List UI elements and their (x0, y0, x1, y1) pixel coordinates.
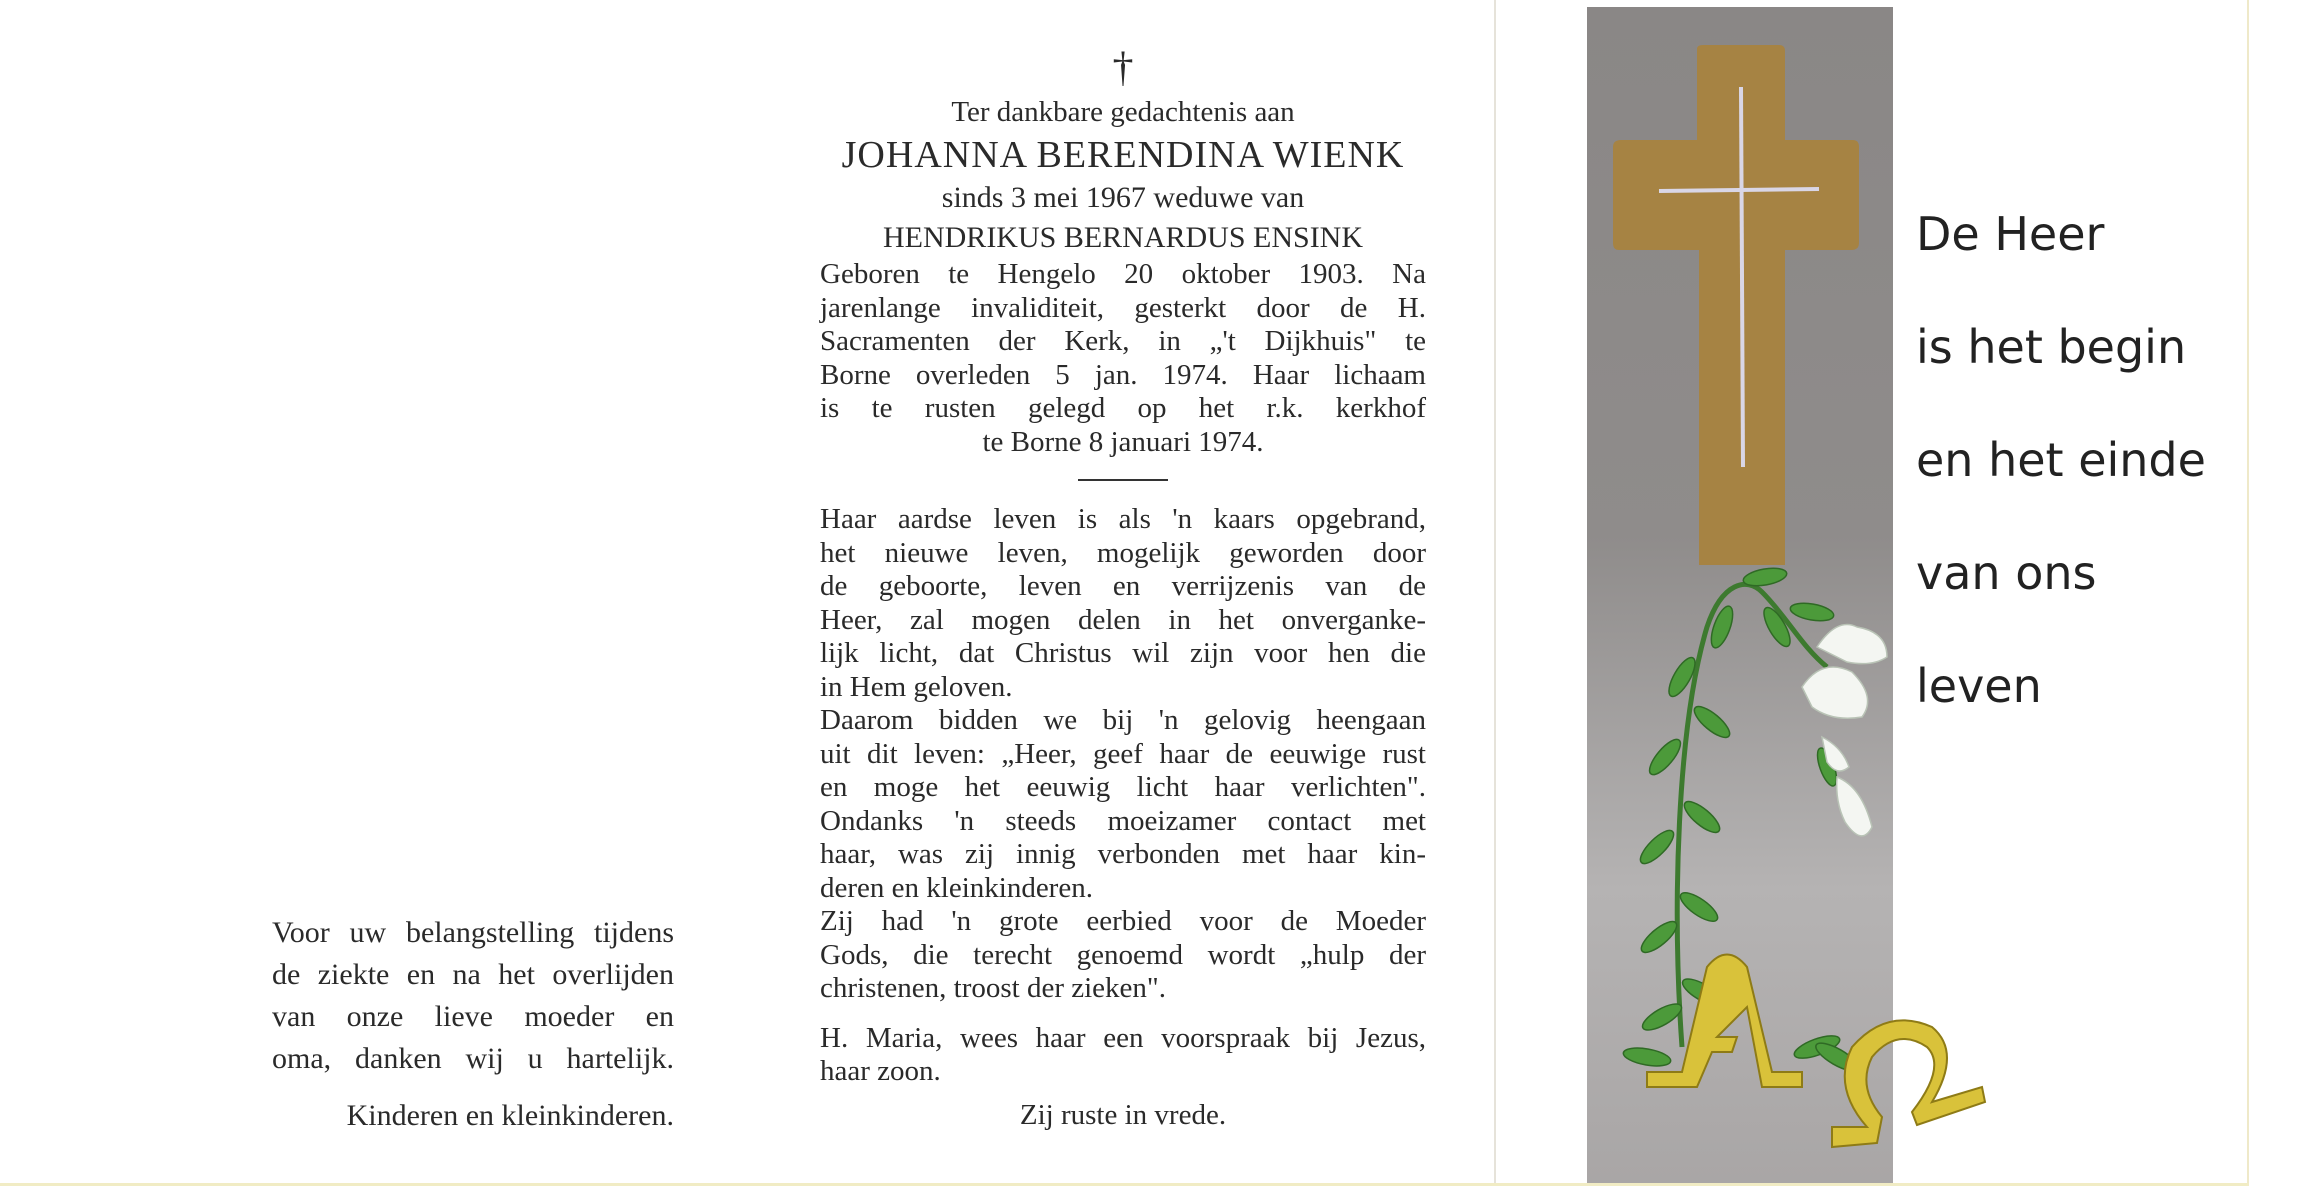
text-line: Daarom bidden we bij 'n gelovig heengaan (820, 704, 1426, 736)
verse-line: leven (1916, 659, 2042, 713)
widow-line: sinds 3 mei 1967 weduwe van (941, 181, 1305, 214)
card-edge-right (2247, 0, 2249, 1186)
verse-line: van ons (1916, 546, 2097, 600)
divider (1078, 479, 1168, 481)
note-line: de ziekte en na het overlijden (272, 958, 674, 991)
meditation-paragraph (820, 503, 1426, 1006)
memorial-text (820, 44, 1426, 1132)
text-line: deren en kleinkinderen. (820, 871, 1093, 904)
bio-paragraph (820, 258, 1426, 459)
intro-line: Ter dankbare gedachtenis aan (951, 96, 1295, 128)
bio-line: Geboren te Hengelo 20 oktober 1903. Na (820, 258, 1426, 290)
text-line: in Hem geloven. (820, 670, 1013, 703)
bio-line: is te rusten gelegd op het r.k. kerkhof (820, 392, 1426, 424)
text-line: het nieuwe leven, mogelijk geworden door (820, 536, 1426, 569)
verse (1916, 178, 2206, 743)
note-line: van onze lieve moeder en (272, 1000, 674, 1033)
closing-line: Zij ruste in vrede. (1019, 1098, 1227, 1131)
verse-line: en het einde (1916, 433, 2206, 487)
note-signature: Kinderen en kleinkinderen. (346, 1099, 674, 1132)
prayer-line: haar zoon. (820, 1055, 941, 1087)
text-line: Heer, zal mogen delen in het onverganke- (820, 603, 1426, 636)
text-line: haar, was zij innig verbonden met haar kin- (820, 838, 1426, 870)
text-line: lijk licht, dat Christus wil zijn voor hen die (820, 637, 1426, 669)
husband-name: HENDRIKUS BERNARDUS ENSINK (882, 221, 1364, 254)
note-line: Voor uw belangstelling tijdens (272, 916, 674, 949)
text-line: de geboorte, leven en verrijzenis van de (820, 570, 1426, 602)
bio-line: te Borne 8 januari 1974. (982, 425, 1264, 458)
verse-line: De Heer (1916, 207, 2105, 261)
text-line: Gods, die terecht genoemd wordt „hulp der (820, 938, 1426, 971)
text-line: christenen, troost der zieken". (820, 972, 1167, 1004)
bio-line: Borne overleden 5 jan. 1974. Haar lichaam (820, 358, 1426, 391)
text-line: Zij had 'n grote eerbied voor de Moeder (820, 905, 1426, 937)
fold-line-vertical (1494, 0, 1496, 1186)
prayer-line: H. Maria, wees haar een voorspraak bij Jezus, (820, 1021, 1426, 1054)
text-line: uit dit leven: „Heer, geef haar de eeuwige rust (820, 737, 1426, 770)
bio-line: jarenlange invaliditeit, gesterkt door de H. (820, 291, 1426, 324)
cross-icon: † (1112, 45, 1134, 91)
thank-you-note (272, 912, 674, 1137)
bio-line: Sacramenten der Kerk, in „'t Dijkhuis" te (820, 325, 1426, 357)
prayer-paragraph (820, 1022, 1426, 1089)
text-line: Haar aardse leven is als 'n kaars opgebrand, (820, 503, 1426, 535)
text-line: Ondanks 'n steeds moeizamer contact met (820, 804, 1426, 837)
verse-line: is het begin (1916, 320, 2187, 374)
deceased-name: JOHANNA BERENDINA WIENK (841, 134, 1405, 176)
text-line: en moge het eeuwig licht haar verlichten". (820, 771, 1426, 803)
note-line: oma, danken wij u hartelijk. (272, 1042, 674, 1075)
